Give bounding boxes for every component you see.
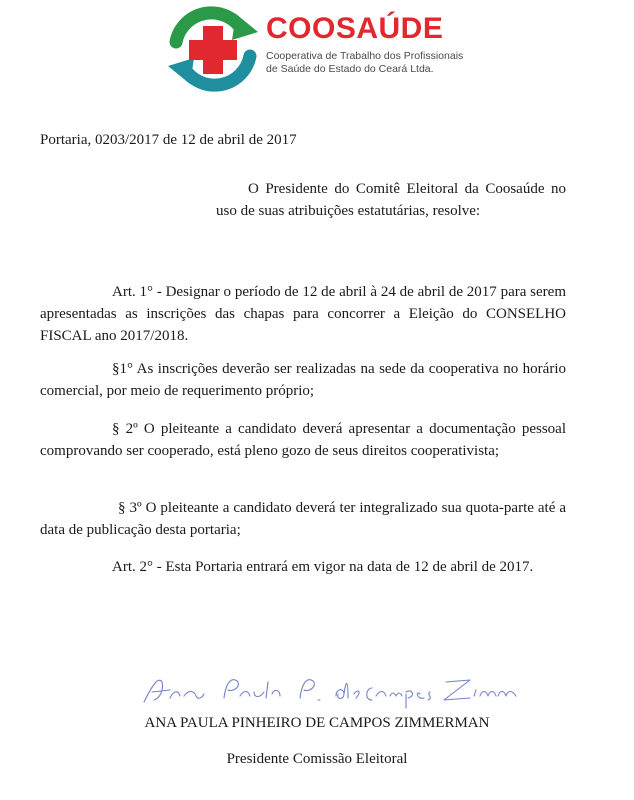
paragraph-3: § 3º O pleiteante a candidato deverá ter integralizado sua quota-parte até a data de publicação desta portaria;: [40, 500, 566, 538]
brand-subtitle-line-1: Cooperativa de Trabalho dos Profissionais: [266, 50, 464, 62]
brand-subtitle: [266, 50, 466, 76]
paragraph-2: § 2º O pleiteante a candidato deverá apresentar a documentação pessoal comprovando ser cooperado, está pleno gozo de seus direitos cooperativista;: [40, 421, 566, 459]
brand-subtitle-line-2: de Saúde do Estado do Ceará Ltda.: [266, 63, 434, 75]
preamble: O Presidente do Comitê Eleitoral da Coosaúde no uso de suas atribuições estatutárias, resolve:: [216, 181, 566, 219]
signatory-name: ANA PAULA PINHEIRO DE CAMPOS ZIMMERMAN: [144, 715, 490, 731]
article-1: Art. 1° - Designar o período de 12 de abril à 24 de abril de 2017 para serem apresentadas as inscrições das chapas para concorrer a Eleição do CONSELHO FISCAL ano 2017/2018.: [40, 284, 566, 344]
article-2: Art. 2° - Esta Portaria entrará em vigor na data de 12 de abril de 2017.: [112, 559, 534, 575]
paragraph-1: §1° As inscrições deverão ser realizadas na sede da cooperativa no horário comercial, por meio de requerimento próprio;: [40, 361, 566, 399]
portaria-heading: Portaria, 0203/2017 de 12 de abril de 2017: [40, 132, 297, 148]
logo-emblem-icon: [166, 6, 262, 92]
handwritten-signature: [140, 668, 520, 714]
signatory-role: Presidente Comissão Eleitoral: [226, 751, 408, 767]
brand-name: COOSAÚDE: [266, 12, 444, 45]
coosaude-logo: [166, 6, 466, 92]
